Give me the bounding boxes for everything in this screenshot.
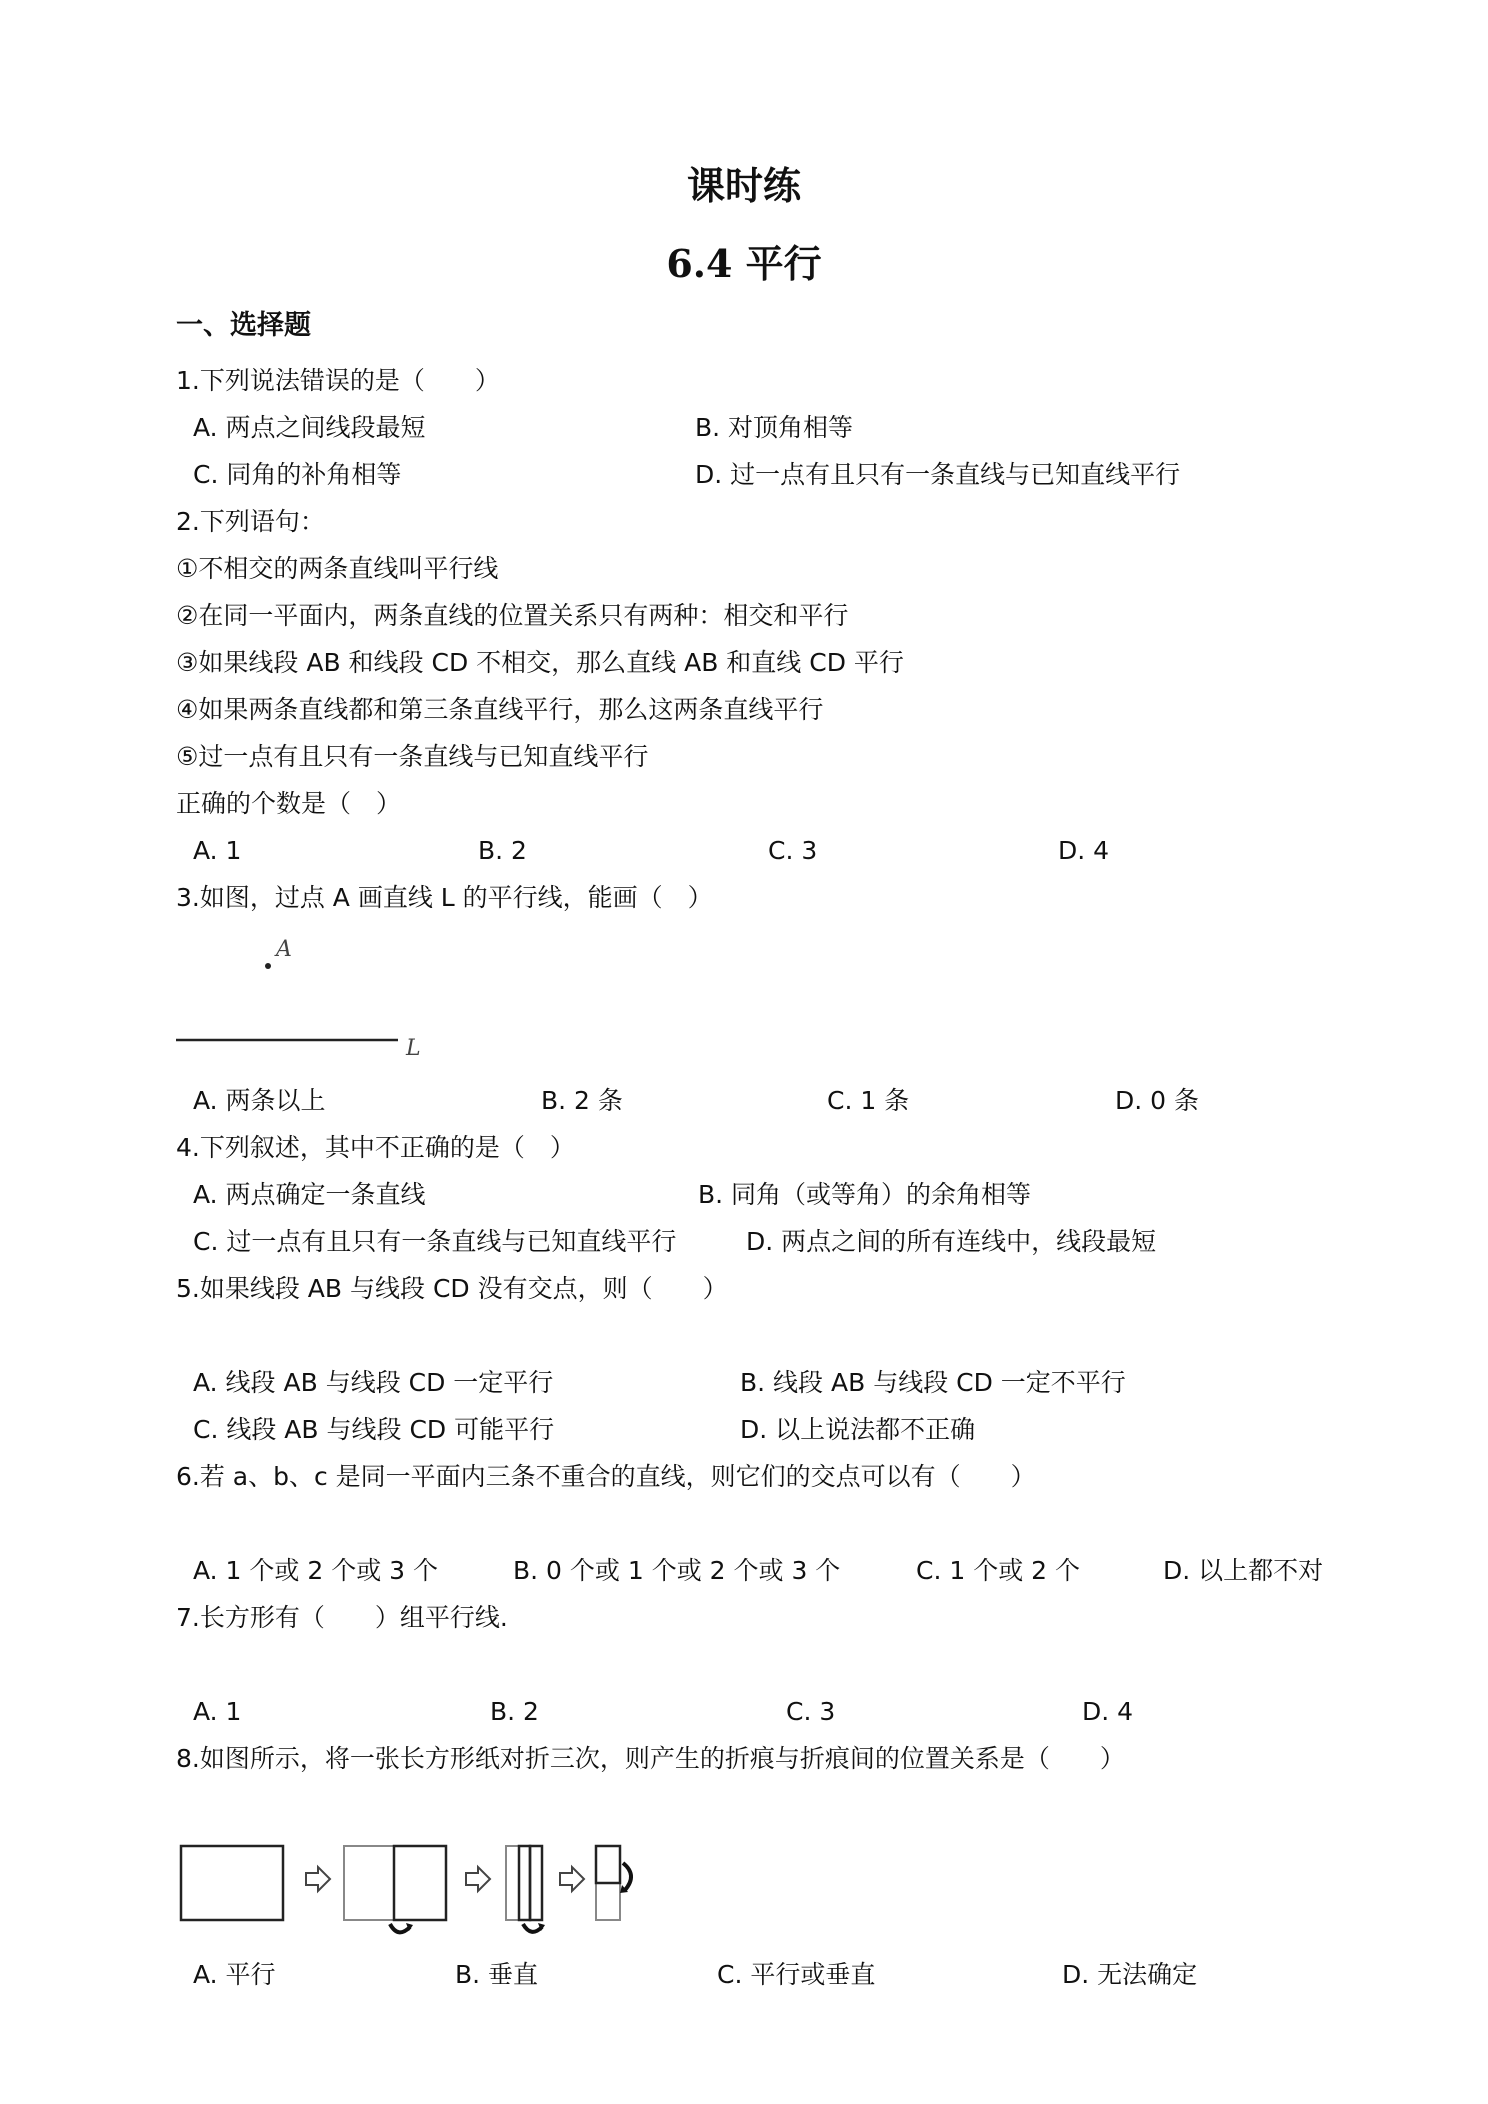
arrow-right-icon xyxy=(306,1867,330,1891)
question-6-option-a: A. 1 个或 2 个或 3 个 xyxy=(193,1556,439,1585)
page-subtitle: 6.4 平行 xyxy=(666,241,822,286)
question-3-stem: 3.如图，过点 A 画直线 L 的平行线，能画（ ） xyxy=(176,883,713,912)
sheet-fold-3 xyxy=(596,1846,631,1920)
question-3-figure xyxy=(176,935,436,1065)
question-8-option-b: B. 垂直 xyxy=(455,1960,539,1989)
arrow-right-icon xyxy=(466,1867,490,1891)
question-6-option-b: B. 0 个或 1 个或 2 个或 3 个 xyxy=(513,1556,841,1585)
arrow-right-icon xyxy=(560,1867,584,1891)
question-1-option-b: B. 对顶角相等 xyxy=(695,413,854,442)
question-4-option-c: C. 过一点有且只有一条直线与已知直线平行 xyxy=(193,1227,677,1256)
question-8-option-c: C. 平行或垂直 xyxy=(717,1960,876,1989)
question-5-option-c: C. 线段 AB 与线段 CD 可能平行 xyxy=(193,1415,555,1444)
question-1-option-a: A. 两点之间线段最短 xyxy=(193,413,426,442)
question-7-option-b: B. 2 xyxy=(490,1697,539,1726)
question-7-stem: 7.长方形有（ ）组平行线. xyxy=(176,1603,508,1632)
section-heading: 一、选择题 xyxy=(176,310,311,341)
point-a-dot xyxy=(265,963,271,969)
question-5-option-b: B. 线段 AB 与线段 CD 一定不平行 xyxy=(740,1368,1126,1397)
question-2-option-b: B. 2 xyxy=(478,836,527,865)
question-6-stem: 6.若 a、b、c 是同一平面内三条不重合的直线，则它们的交点可以有（ ） xyxy=(176,1462,1036,1491)
line-l-label: L xyxy=(406,1036,421,1061)
question-4-option-b: B. 同角（或等角）的余角相等 xyxy=(698,1180,1032,1209)
point-a-label: A xyxy=(276,937,292,962)
question-1-stem: 1.下列说法错误的是（ ） xyxy=(176,366,500,395)
question-6-option-d: D. 以上都不对 xyxy=(1163,1556,1324,1585)
question-7-option-c: C. 3 xyxy=(786,1697,836,1726)
question-1-option-d: D. 过一点有且只有一条直线与已知直线平行 xyxy=(695,460,1181,489)
question-2-statement-3: ③如果线段 AB 和线段 CD 不相交，那么直线 AB 和直线 CD 平行 xyxy=(176,648,904,677)
question-2-statement-5: ⑤过一点有且只有一条直线与已知直线平行 xyxy=(176,742,649,771)
question-2-option-d: D. 4 xyxy=(1058,836,1110,865)
question-1-option-c: C. 同角的补角相等 xyxy=(193,460,402,489)
question-7-option-d: D. 4 xyxy=(1082,1697,1134,1726)
sheet-fold-1 xyxy=(344,1846,446,1932)
question-2-statement-1: ①不相交的两条直线叫平行线 xyxy=(176,554,499,583)
question-3-option-c: C. 1 条 xyxy=(827,1086,910,1115)
question-8-folding-figure xyxy=(176,1835,696,1945)
question-5-stem: 5.如果线段 AB 与线段 CD 没有交点，则（ ） xyxy=(176,1274,728,1303)
question-4-option-d: D. 两点之间的所有连线中，线段最短 xyxy=(746,1227,1157,1256)
question-3-option-a: A. 两条以上 xyxy=(193,1086,326,1115)
question-7-option-a: A. 1 xyxy=(193,1697,242,1726)
question-3-option-d: D. 0 条 xyxy=(1115,1086,1199,1115)
page-title: 课时练 xyxy=(686,163,801,208)
question-2-option-a: A. 1 xyxy=(193,836,242,865)
question-4-stem: 4.下列叙述，其中不正确的是（ ） xyxy=(176,1133,575,1162)
question-2-statement-4: ④如果两条直线都和第三条直线平行，那么这两条直线平行 xyxy=(176,695,824,724)
question-3-option-b: B. 2 条 xyxy=(541,1086,623,1115)
question-5-option-d: D. 以上说法都不正确 xyxy=(740,1415,976,1444)
question-2-stem: 2.下列语句： xyxy=(176,507,325,536)
sheet-fold-2 xyxy=(506,1846,545,1932)
question-5-option-a: A. 线段 AB 与线段 CD 一定平行 xyxy=(193,1368,554,1397)
question-8-option-a: A. 平行 xyxy=(193,1960,276,1989)
question-2-statement-2: ②在同一平面内，两条直线的位置关系只有两种：相交和平行 xyxy=(176,601,849,630)
question-2-option-c: C. 3 xyxy=(768,836,818,865)
question-4-option-a: A. 两点确定一条直线 xyxy=(193,1180,426,1209)
question-8-stem: 8.如图所示，将一张长方形纸对折三次，则产生的折痕与折痕间的位置关系是（ ） xyxy=(176,1744,1125,1773)
sheet-full xyxy=(181,1846,283,1920)
question-2-prompt: 正确的个数是（ ） xyxy=(176,789,402,818)
question-8-option-d: D. 无法确定 xyxy=(1062,1960,1198,1989)
question-6-option-c: C. 1 个或 2 个 xyxy=(916,1556,1081,1585)
